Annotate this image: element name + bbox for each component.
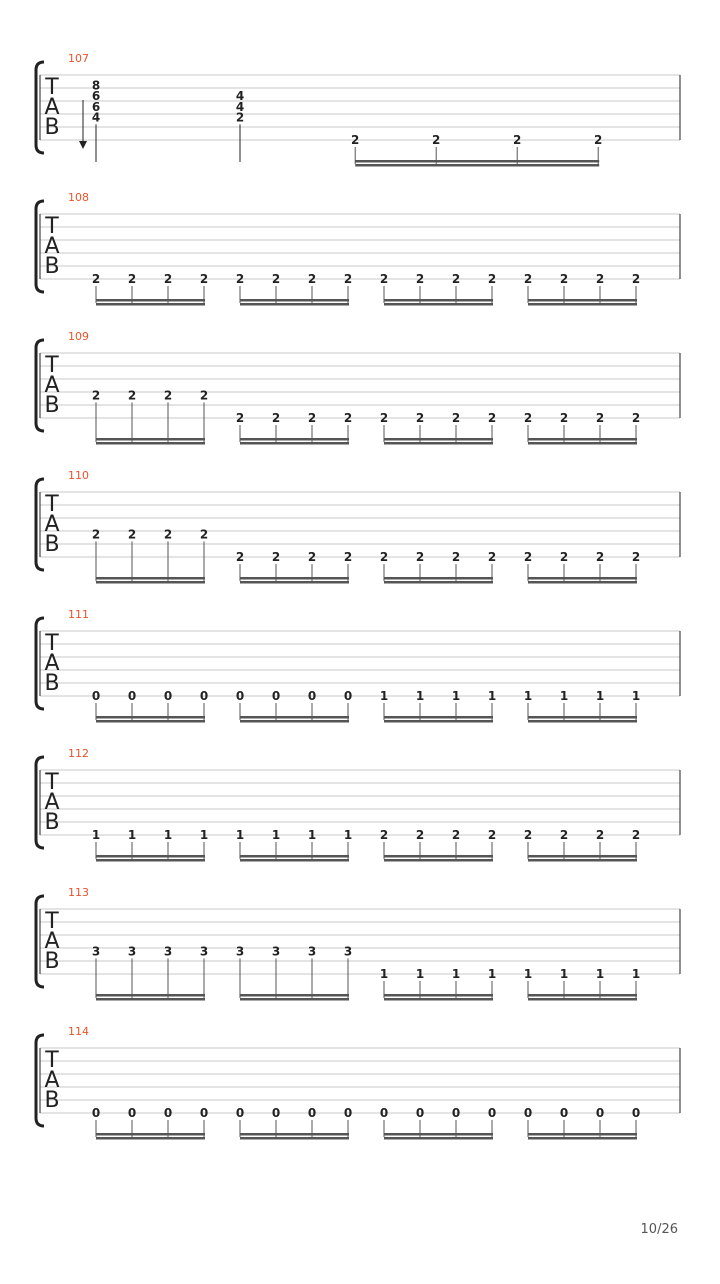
fret-number: 2 [91,527,101,542]
tab-clef-letter: A [44,790,60,815]
fret-number: 2 [513,133,522,147]
beam-secondary [240,859,349,862]
fret-number: 1 [487,967,497,981]
tab-clef-letter: B [44,671,60,696]
fret-number: 2 [595,550,605,564]
beam-primary [96,438,205,441]
fret-number: 2 [451,550,461,564]
beam-primary [240,438,349,441]
beam-primary [528,855,637,858]
fret-number: 2 [523,411,533,425]
fret-number: 0 [451,1106,461,1120]
fret-number: 2 [307,550,317,564]
fret-number: 2 [487,411,497,425]
fret-number: 1 [559,689,569,703]
fret-number: 1 [559,967,569,981]
fret-number: 0 [523,1106,533,1120]
fret-number: 1 [379,689,389,703]
tab-clef-letter: A [44,373,60,398]
tab-clef-letter: B [44,810,60,835]
fret-number: 2 [91,272,101,286]
fret-number: 4 [235,99,245,114]
fret-number: 1 [343,828,353,842]
fret-number: 2 [271,411,281,425]
fret-number: 2 [594,133,603,147]
fret-number: 2 [559,828,569,842]
beam-secondary [528,720,637,723]
measure-number: 110 [68,469,89,482]
fret-number: 2 [379,828,389,842]
fret-number: 0 [91,1106,101,1120]
beam-secondary [384,303,493,306]
tab-system [36,886,680,1001]
fret-number: 3 [235,944,245,959]
fret-number: 2 [559,411,569,425]
beam-secondary [96,581,205,584]
fret-number: 0 [127,1106,137,1120]
tab-clef-letter: B [44,532,60,557]
measure-number: 108 [68,191,89,204]
fret-number: 3 [127,944,137,959]
beam-primary [384,994,493,997]
beam-primary [96,1133,205,1136]
beam-primary [240,577,349,580]
beam-secondary [528,581,637,584]
fret-number: 3 [91,944,101,959]
fret-number: 2 [163,388,173,403]
fret-number: 1 [631,967,641,981]
fret-number: 0 [235,1106,245,1120]
fret-number: 1 [487,689,497,703]
beam-secondary [528,303,637,306]
fret-number: 1 [379,967,389,981]
fret-number: 0 [127,689,137,703]
measure-number: 111 [68,608,89,621]
beam-primary [528,438,637,441]
fret-number: 2 [199,388,209,403]
fret-number: 2 [595,828,605,842]
beam-secondary [528,859,637,862]
beam-secondary [384,581,493,584]
fret-number: 2 [379,272,389,286]
beam-secondary [96,998,205,1001]
measure-number: 113 [68,886,89,899]
fret-number: 0 [307,689,317,703]
fret-number: 0 [307,1106,317,1120]
fret-number: 1 [595,689,605,703]
tab-clef-letter: B [44,254,60,279]
fret-number: 1 [451,689,461,703]
beam-secondary [384,720,493,723]
fret-number: 2 [523,828,533,842]
beam-primary [384,716,493,719]
fret-number: 1 [271,828,281,842]
fret-number: 1 [199,828,209,842]
fret-number: 2 [307,272,317,286]
beam-primary [240,855,349,858]
tab-clef-letter: A [44,1068,60,1093]
beam-secondary [355,164,599,167]
tab-clef-letter: B [44,393,60,418]
beam-primary [240,299,349,302]
beam-secondary [384,859,493,862]
fret-number: 2 [559,550,569,564]
beam-primary [96,577,205,580]
fret-number: 2 [235,550,245,564]
fret-number: 2 [163,527,173,542]
beam-primary [96,994,205,997]
beam-primary [240,1133,349,1136]
fret-number: 2 [595,411,605,425]
fret-number: 3 [199,944,209,959]
fret-number: 2 [343,272,353,286]
fret-number: 0 [487,1106,497,1120]
fret-number: 1 [523,967,533,981]
beam-primary [528,1133,637,1136]
beam-secondary [528,998,637,1001]
tab-clef-letter: T [45,909,59,934]
tab-clef-letter: T [45,214,59,239]
fret-number: 0 [343,1106,353,1120]
fret-number: 2 [91,388,101,403]
beam-secondary [528,442,637,445]
beam-secondary [384,442,493,445]
fret-number: 2 [307,411,317,425]
tab-clef-letter: B [44,1088,60,1113]
tab-clef-letter: T [45,770,59,795]
fret-number: 0 [163,689,173,703]
fret-number: 2 [343,550,353,564]
beam-primary [528,994,637,997]
fret-number: 0 [343,689,353,703]
tab-system [36,1025,680,1140]
fret-number: 2 [271,550,281,564]
tab-clef-letter: A [44,929,60,954]
page-number: 10/26 [640,1222,678,1237]
tab-system [36,747,680,862]
tab-clef-letter: B [44,949,60,974]
fret-number: 8 [91,78,101,93]
fret-number: 0 [595,1106,605,1120]
fret-number: 6 [91,89,101,104]
beam-primary [384,855,493,858]
fret-number: 2 [351,133,360,147]
fret-number: 2 [343,411,353,425]
fret-number: 0 [631,1106,641,1120]
beam-primary [384,299,493,302]
fret-number: 0 [271,689,281,703]
fret-number: 2 [523,550,533,564]
fret-number: 2 [523,272,533,286]
tab-clef-letter: A [44,234,60,259]
fret-number: 1 [127,828,137,842]
beam-secondary [96,720,205,723]
fret-number: 0 [415,1106,425,1120]
fret-number: 2 [451,411,461,425]
fret-number: 1 [163,828,173,842]
beam-secondary [240,581,349,584]
fret-number: 3 [163,944,173,959]
beam-secondary [240,998,349,1001]
tab-system [36,330,680,445]
fret-number: 0 [235,689,245,703]
fret-number: 1 [91,828,101,842]
fret-number: 0 [271,1106,281,1120]
fret-number: 4 [91,110,101,125]
fret-number: 2 [487,272,497,286]
tab-system [36,52,680,167]
beam-primary [240,994,349,997]
fret-number: 2 [559,272,569,286]
fret-number: 1 [307,828,317,842]
tab-system [36,191,680,306]
fret-number: 2 [415,828,425,842]
beam-secondary [240,720,349,723]
beam-secondary [240,442,349,445]
fret-number: 2 [127,272,137,286]
fret-number: 2 [199,527,209,542]
fret-number: 2 [235,272,245,286]
fret-number: 3 [343,944,353,959]
tab-system [36,469,680,584]
fret-number: 2 [631,411,641,425]
fret-number: 2 [379,550,389,564]
tab-system [36,608,680,723]
measure-number: 114 [68,1025,89,1038]
beam-primary [96,299,205,302]
fret-number: 3 [307,944,317,959]
measure-number: 109 [68,330,89,343]
tab-clef-letter: A [44,95,60,120]
tab-clef-letter: T [45,353,59,378]
beam-secondary [96,303,205,306]
fret-number: 2 [415,272,425,286]
fret-number: 6 [91,99,101,114]
beam-secondary [240,1137,349,1140]
fret-number: 2 [487,550,497,564]
measure-number: 107 [68,52,89,65]
fret-number: 2 [631,828,641,842]
tab-clef-letter: A [44,651,60,676]
strum-arrow-head [79,141,87,149]
fret-number: 2 [451,828,461,842]
tab-clef-letter: B [44,115,60,140]
beam-primary [355,160,599,163]
fret-number: 2 [127,388,137,403]
fret-number: 2 [415,411,425,425]
fret-number: 2 [631,550,641,564]
beam-primary [240,716,349,719]
tab-clef-letter: A [44,512,60,537]
fret-number: 2 [487,828,497,842]
beam-primary [384,1133,493,1136]
fret-number: 1 [631,689,641,703]
fret-number: 1 [595,967,605,981]
fret-number: 2 [631,272,641,286]
fret-number: 2 [235,110,245,125]
fret-number: 2 [415,550,425,564]
beam-primary [96,716,205,719]
fret-number: 0 [379,1106,389,1120]
fret-number: 2 [235,411,245,425]
fret-number: 1 [415,967,425,981]
fret-number: 2 [163,272,173,286]
beam-primary [96,855,205,858]
fret-number: 1 [451,967,461,981]
tab-clef-letter: T [45,631,59,656]
beam-secondary [96,859,205,862]
beam-secondary [96,1137,205,1140]
fret-number: 0 [91,689,101,703]
fret-number: 0 [163,1106,173,1120]
fret-number: 3 [271,944,281,959]
beam-primary [384,577,493,580]
fret-number: 2 [199,272,209,286]
fret-number: 2 [432,133,441,147]
fret-number: 1 [415,689,425,703]
beam-secondary [528,1137,637,1140]
beam-secondary [240,303,349,306]
fret-number: 1 [523,689,533,703]
tab-clef-letter: T [45,1048,59,1073]
fret-number: 2 [595,272,605,286]
beam-primary [528,577,637,580]
beam-primary [528,716,637,719]
fret-number: 2 [379,411,389,425]
fret-number: 0 [199,689,209,703]
fret-number: 0 [199,1106,209,1120]
fret-number: 2 [127,527,137,542]
beam-secondary [384,998,493,1001]
fret-number: 1 [235,828,245,842]
beam-secondary [384,1137,493,1140]
fret-number: 2 [451,272,461,286]
beam-secondary [96,442,205,445]
fret-number: 4 [235,89,245,104]
beam-primary [384,438,493,441]
beam-primary [528,299,637,302]
fret-number: 2 [271,272,281,286]
tab-clef-letter: T [45,492,59,517]
tab-clef-letter: T [45,75,59,100]
measure-number: 112 [68,747,89,760]
fret-number: 0 [559,1106,569,1120]
